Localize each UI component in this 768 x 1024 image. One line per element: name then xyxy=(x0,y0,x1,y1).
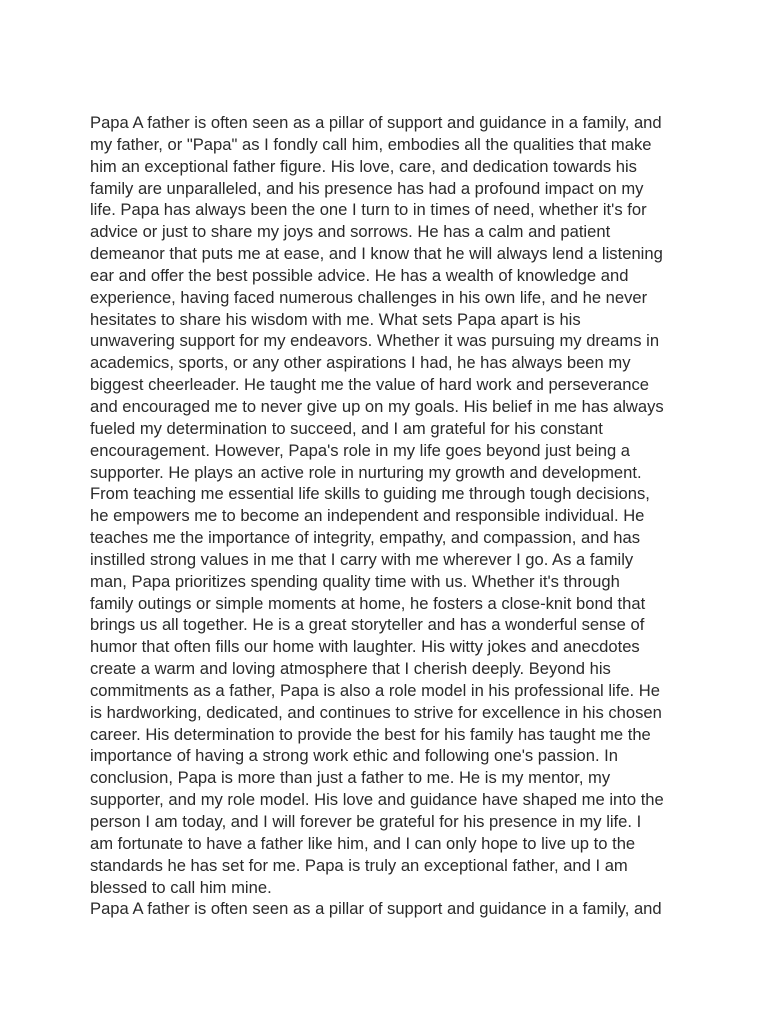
text-line: is hardworking, dedicated, and continues to strive for excellence in his chosen xyxy=(90,702,662,722)
text-line: am fortunate to have a father like him, and I can only hope to live up to the xyxy=(90,833,636,853)
text-line: life. Papa has always been the one I turn to in times of need, whether it's for xyxy=(90,200,647,220)
text-line: and encouraged me to never give up on my goals. His belief in me has always xyxy=(90,396,664,416)
text-line: create a warm and loving atmosphere that I cherish deeply. Beyond his xyxy=(90,659,611,679)
text-line: academics, sports, or any other aspirations I had, he has always been my xyxy=(90,353,631,373)
text-line: biggest cheerleader. He taught me the value of hard work and perseverance xyxy=(90,375,650,395)
text-line: ear and offer the best possible advice. He has a wealth of knowledge and xyxy=(90,265,629,285)
text-line: family outings or simple moments at home, he fosters a close-knit bond that xyxy=(90,593,646,613)
text-line: experience, having faced numerous challenges in his own life, and he never xyxy=(90,287,648,307)
text-line: him an exceptional father figure. His love, care, and dedication towards his xyxy=(90,156,637,176)
text-line: From teaching me essential life skills to guiding me through tough decisions, xyxy=(90,484,650,504)
text-line: humor that often fills our home with laughter. His witty jokes and anecdotes xyxy=(90,637,640,657)
text-line: commitments as a father, Papa is also a role model in his professional life. He xyxy=(90,680,660,700)
text-line: supporter. He plays an active role in nurturing my growth and development. xyxy=(90,462,642,482)
text-line: he empowers me to become an independent and responsible individual. He xyxy=(90,506,645,526)
text-line: person I am today, and I will forever be grateful for his presence in my life. I xyxy=(90,812,642,831)
text-line: Papa A father is often seen as a pillar of support and guidance in a family, and xyxy=(90,899,662,919)
text-line: encouragement. However, Papa's role in my life goes beyond just being a xyxy=(90,440,631,460)
text-line: career. His determination to provide the best for his family has taught me the xyxy=(90,724,651,744)
text-line: family are unparalleled, and his presence has had a profound impact on my xyxy=(90,178,644,198)
text-line: instilled strong values in me that I carry with me wherever I go. As a family xyxy=(90,549,634,569)
text-line: importance of having a strong work ethic and following one's passion. In xyxy=(90,746,619,766)
text-line: fueled my determination to succeed, and I am grateful for his constant xyxy=(90,418,603,438)
text-line: brings us all together. He is a great storyteller and has a wonderful sense of xyxy=(90,615,645,635)
text-line: conclusion, Papa is more than just a father to me. He is my mentor, my xyxy=(90,768,611,788)
text-line: my father, or "Papa" as I fondly call him, embodies all the qualities that make xyxy=(90,134,652,154)
text-line: hesitates to share his wisdom with me. What sets Papa apart is his xyxy=(90,309,581,329)
text-line: supporter, and my role model. His love and guidance have shaped me into the xyxy=(90,790,664,810)
text-line: teaches me the importance of integrity, empathy, and compassion, and has xyxy=(90,528,641,548)
text-line: unwavering support for my endeavors. Whether it was pursuing my dreams in xyxy=(90,331,660,351)
text-line: standards he has set for me. Papa is truly an exceptional father, and I am xyxy=(90,855,628,875)
text-line: man, Papa prioritizes spending quality time with us. Whether it's through xyxy=(90,571,620,591)
text-line: advice or just to share my joys and sorrows. He has a calm and patient xyxy=(90,222,611,242)
text-line: Papa A father is often seen as a pillar of support and guidance in a family, and xyxy=(90,113,662,132)
essay-text xyxy=(90,112,690,920)
text-line: blessed to call him mine. xyxy=(90,877,272,897)
text-line: demeanor that puts me at ease, and I know that he will always lend a listening xyxy=(90,244,663,264)
